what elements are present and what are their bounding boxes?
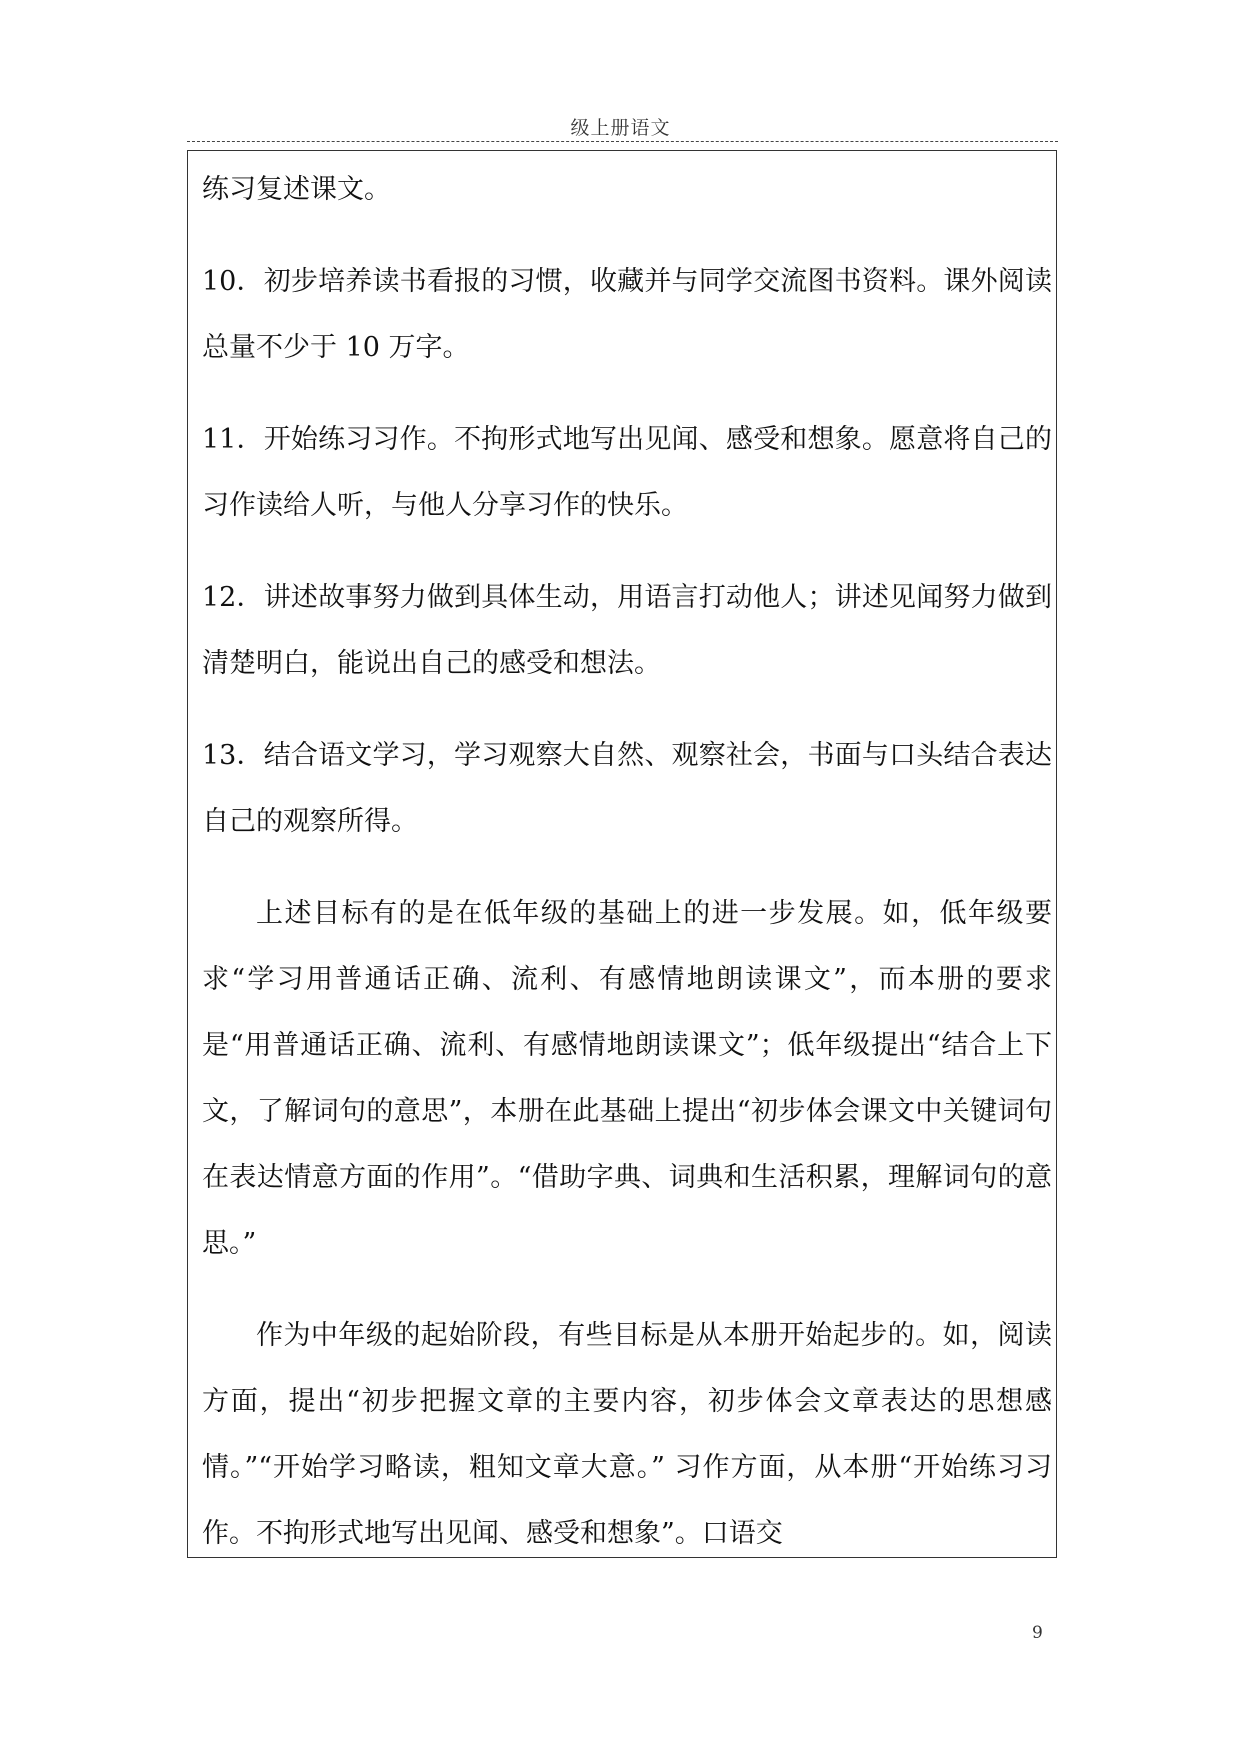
page-header-title: 级上册语文 <box>570 117 671 139</box>
paragraph-5: 13．结合语文学习，学习观察大自然、观察社会，书面与口头结合表达自己的观察所得。 <box>202 740 1052 837</box>
header-divider <box>187 141 1058 142</box>
paragraph-3: 11．开始练习习作。不拘形式地写出见闻、感受和想象。愿意将自己的习作读给人听，与他人分享习作的快乐。 <box>202 424 1052 521</box>
content-box <box>187 150 1057 1558</box>
paragraph-6: 上述目标有的是在低年级的基础上的进一步发展。如，低年级要求“学习用普通话正确、流利、有感情地朗读课文”，而本册的要求是“用普通话正确、流利、有感情地朗读课文”；低年级提出“结合上下文，了解词句的意思”，本册在此基础上提出“初步体会课文中关键词句在表达情意方面的作用”。“借助字典、词典和生活积累，理解词句的意思。” <box>202 898 1052 1259</box>
page-number: 9 <box>1032 1623 1043 1643</box>
text-area <box>202 157 1052 1558</box>
paragraph-4: 12．讲述故事努力做到具体生动，用语言打动他人；讲述见闻努力做到清楚明白，能说出自己的感受和想法。 <box>202 582 1052 679</box>
paragraph-7: 作为中年级的起始阶段，有些目标是从本册开始起步的。如，阅读方面，提出“初步把握文章的主要内容，初步体会文章表达的思想感情。”“开始学习略读，粗知文章大意。” 习作方面，从本册“开始练习习作。不拘形式地写出见闻、感受和想象”。口语交 <box>202 1320 1052 1549</box>
paragraph-2: 10．初步培养读书看报的习惯，收藏并与同学交流图书资料。课外阅读总量不少于 10 万字。 <box>202 266 1052 363</box>
paragraph-1: 练习复述课文。 <box>202 174 391 205</box>
